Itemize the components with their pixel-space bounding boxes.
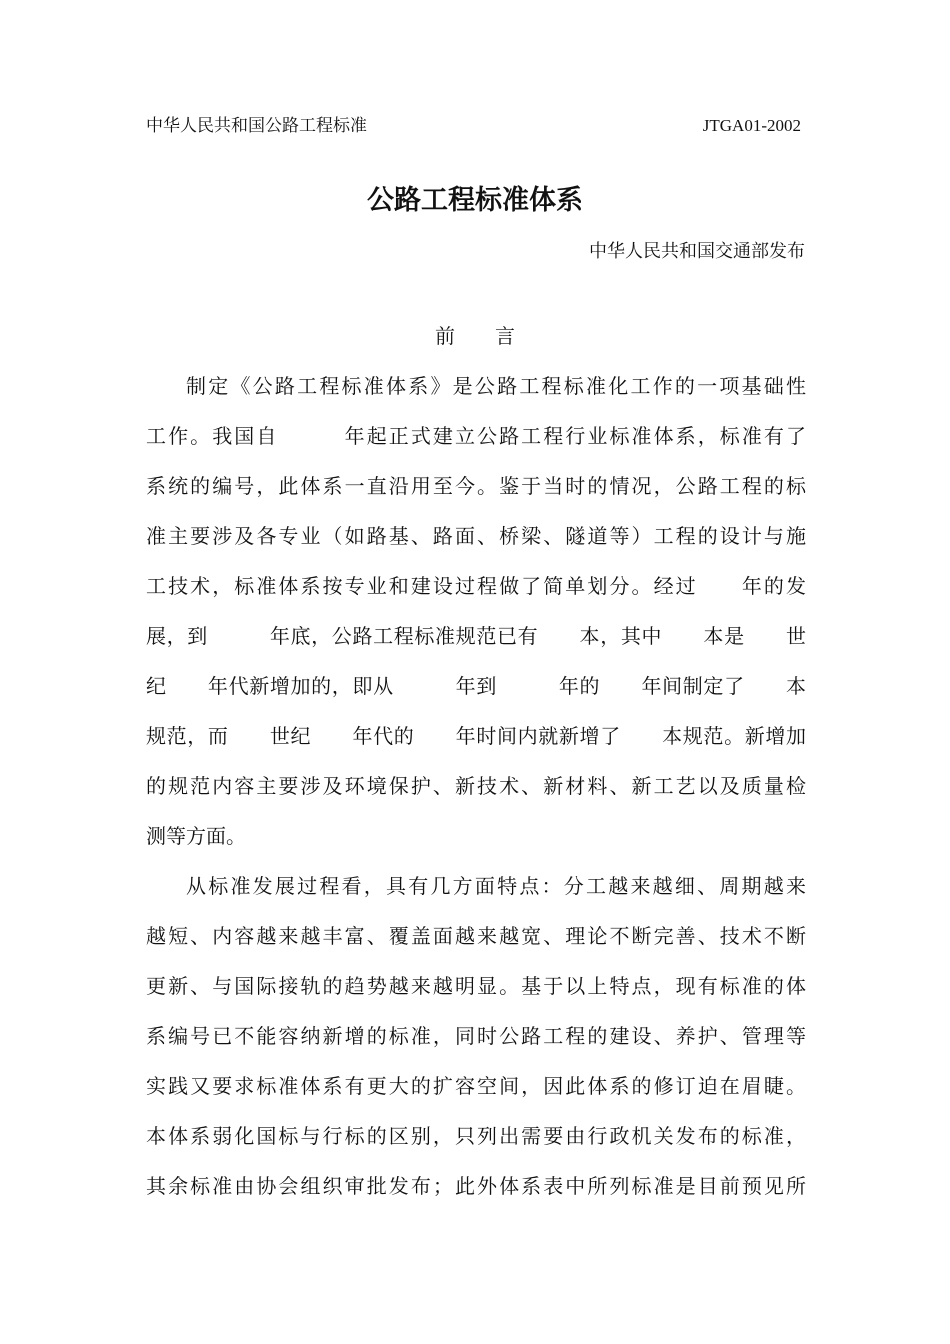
paragraph-line: 实践又要求标准体系有更大的扩容空间，因此体系的修订迫在眉睫。	[146, 1074, 806, 1098]
paragraph-line: 系统的编号，此体系一直沿用至今。鉴于当时的情况，公路工程的标	[146, 474, 806, 498]
paragraph-line: 纪 年代新增加的，即从 年到 年的 年间制定了 本	[146, 674, 806, 698]
document-title: 公路工程标准体系	[367, 185, 583, 216]
paragraph-line: 工技术，标准体系按专业和建设过程做了简单划分。经过 年的发	[146, 574, 806, 598]
paragraph-line: 从标准发展过程看，具有几方面特点：分工越来越细、周期越来	[186, 874, 806, 898]
paragraph-line: 准主要涉及各专业（如路基、路面、桥梁、隧道等）工程的设计与施	[146, 524, 806, 548]
paragraph-line: 其余标准由协会组织审批发布；此外体系表中所列标准是目前预见所	[146, 1174, 806, 1198]
paragraph-line: 越短、内容越来越丰富、覆盖面越来越宽、理论不断完善、技术不断	[146, 924, 806, 948]
header-standard-name: 中华人民共和国公路工程标准	[146, 116, 367, 136]
paragraph-line: 的规范内容主要涉及环境保护、新技术、新材料、新工艺以及质量检	[146, 774, 806, 798]
paragraph-line: 展，到 年底，公路工程标准规范已有 本，其中 本是 世	[146, 624, 806, 648]
publisher-line: 中华人民共和国交通部发布	[589, 241, 805, 262]
header-standard-code: JTGA01-2002	[702, 116, 801, 135]
paragraph-line: 测等方面。	[146, 824, 246, 848]
paragraph-line: 规范，而 世纪 年代的 年时间内就新增了 本规范。新增加	[146, 724, 806, 748]
paragraph-line: 工作。我国自 年起正式建立公路工程行业标准体系，标准有了	[146, 424, 806, 448]
section-heading-preface: 前 言	[435, 324, 515, 348]
paragraph-line: 本体系弱化国标与行标的区别，只列出需要由行政机关发布的标准，	[146, 1124, 806, 1148]
paragraph-line: 制定《公路工程标准体系》是公路工程标准化工作的一项基础性	[186, 374, 806, 398]
paragraph-line: 系编号已不能容纳新增的标准，同时公路工程的建设、养护、管理等	[146, 1024, 806, 1048]
paragraph-line: 更新、与国际接轨的趋势越来越明显。基于以上特点，现有标准的体	[146, 974, 806, 998]
